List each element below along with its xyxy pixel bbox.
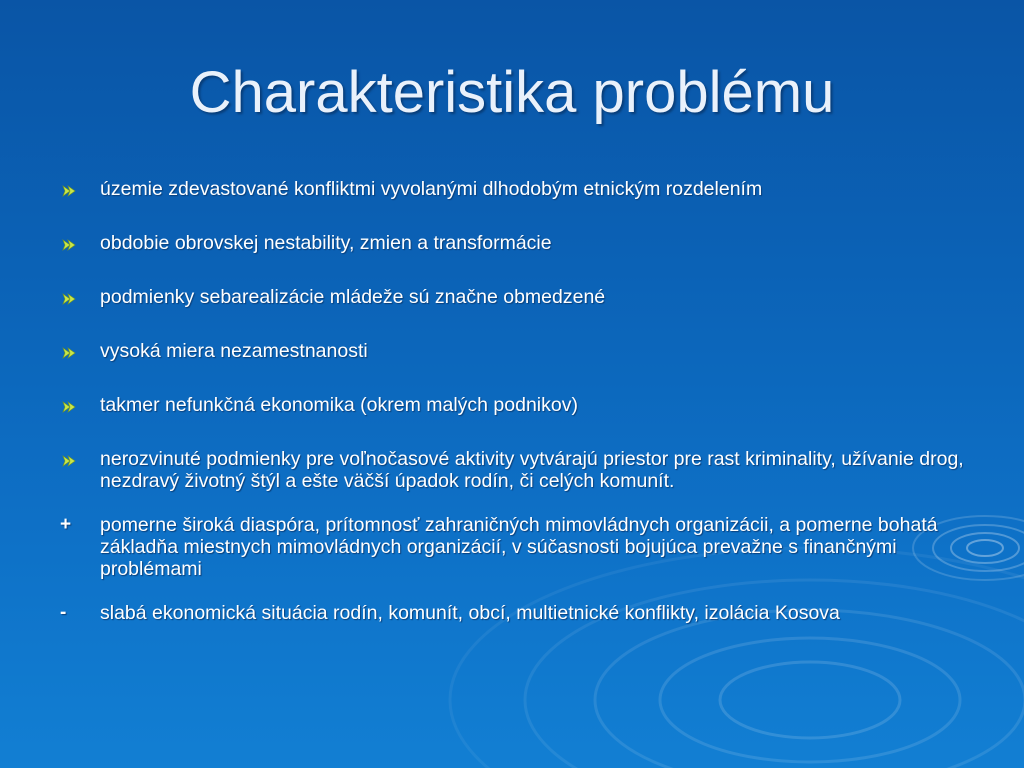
list-item bbox=[60, 178, 980, 200]
bullet-text: slabá ekonomická situácia rodín, komunít, obcí, multietnické konflikty, izolácia Kosova bbox=[100, 602, 840, 624]
bullet-text: takmer nefunkčná ekonomika (okrem malých podnikov) bbox=[100, 394, 578, 416]
list-item bbox=[60, 448, 980, 492]
bullet-text: podmienky sebarealizácie mládeže sú značne obmedzené bbox=[100, 286, 606, 308]
arrow-bullet-icon bbox=[60, 286, 84, 308]
minus-marker-text: - bbox=[60, 602, 67, 623]
bullet-text: nerozvinuté podmienky pre voľnočasové aktivity vytvárajú priestor pre rast kriminality, užívanie drog, nezdravý životný štýl a ešte väčší úpadok rodín, či celých komunít. bbox=[100, 448, 964, 492]
arrow-bullet-icon bbox=[60, 394, 84, 416]
list-item bbox=[60, 602, 980, 624]
arrow-bullet-icon bbox=[60, 340, 84, 362]
list-item bbox=[60, 340, 980, 362]
list-item bbox=[60, 514, 980, 580]
arrow-bullet-icon bbox=[60, 448, 84, 470]
list-item bbox=[60, 394, 980, 416]
bullet-text: obdobie obrovskej nestability, zmien a transformácie bbox=[100, 232, 552, 254]
minus-marker bbox=[60, 602, 84, 624]
arrow-bullet-icon bbox=[60, 178, 84, 200]
list-item bbox=[60, 286, 980, 308]
list-item bbox=[60, 232, 980, 254]
bullet-text: vysoká miera nezamestnanosti bbox=[100, 340, 368, 362]
slide-title: Charakteristika problému bbox=[189, 60, 835, 125]
bullet-text: územie zdevastované konfliktmi vyvolanými dlhodobým etnickým rozdelením bbox=[100, 178, 763, 200]
plus-marker bbox=[60, 514, 84, 536]
bullet-text: pomerne široká diaspóra, prítomnosť zahraničných mimovládnych organizácii, a pomerne bohatá základňa miestnych mimovládnych organizácií, v súčasnosti bojujúca prevažne s finančnými problémami bbox=[100, 514, 938, 580]
plus-marker-text: + bbox=[60, 514, 72, 535]
bullet-list bbox=[60, 178, 980, 624]
arrow-bullet-icon bbox=[60, 232, 84, 254]
